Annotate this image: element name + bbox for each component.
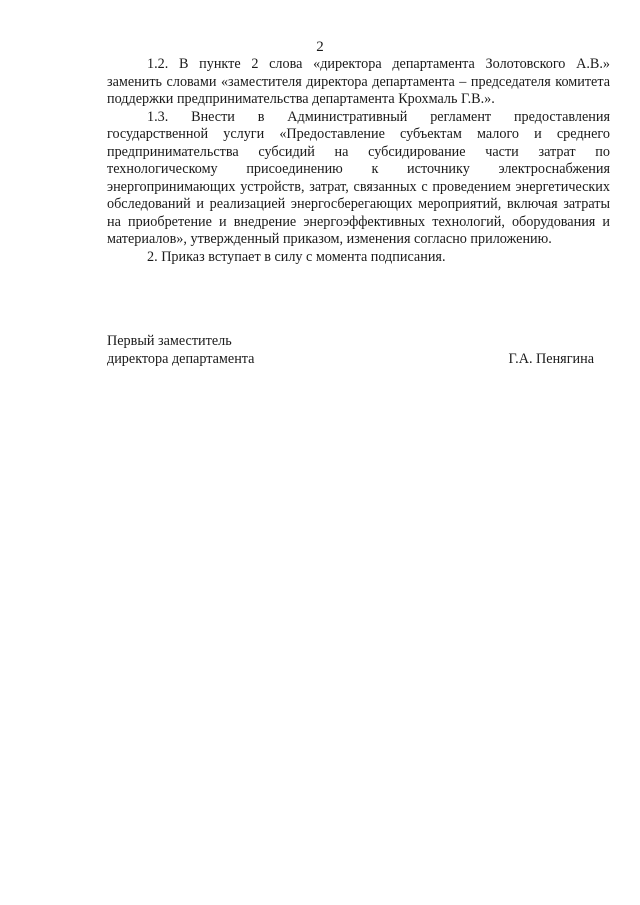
signature-block [107, 333, 594, 368]
document-body [107, 56, 610, 266]
page-number: 2 [316, 39, 324, 55]
paragraph-2: 2. Приказ вступает в силу с момента подписания. [147, 248, 446, 265]
signature-row [107, 351, 594, 369]
paragraph-1-3: 1.3. Внести в Административный регламент предоставления государственной услуги «Предоставление субъектам малого и среднего предпринимательства субсидий на субсидирование части затрат по технологическому присоединению к источнику электроснабжения энергопринимающих устройств, затрат, связанных с проведением энергетических обследований и реализацией энергосберегающих мероприятий, включая затраты на приобретение и внедрение энергоэффективных технологий, оборудования и материалов», утвержденный приказом, изменения согласно приложению. [107, 108, 610, 247]
signer-position-line2: директора департамента [107, 350, 255, 367]
paragraph-1-2: 1.2. В пункте 2 слова «директора департамента Золотовского А.В.» заменить словами «заместителя директора департамента – председателя комитета поддержки предпринимательства департамента Крохмаль Г.В.». [107, 56, 610, 107]
signer-position-line1: Первый заместитель [107, 333, 232, 349]
signer-name: Г.А. Пенягина [508, 350, 594, 367]
